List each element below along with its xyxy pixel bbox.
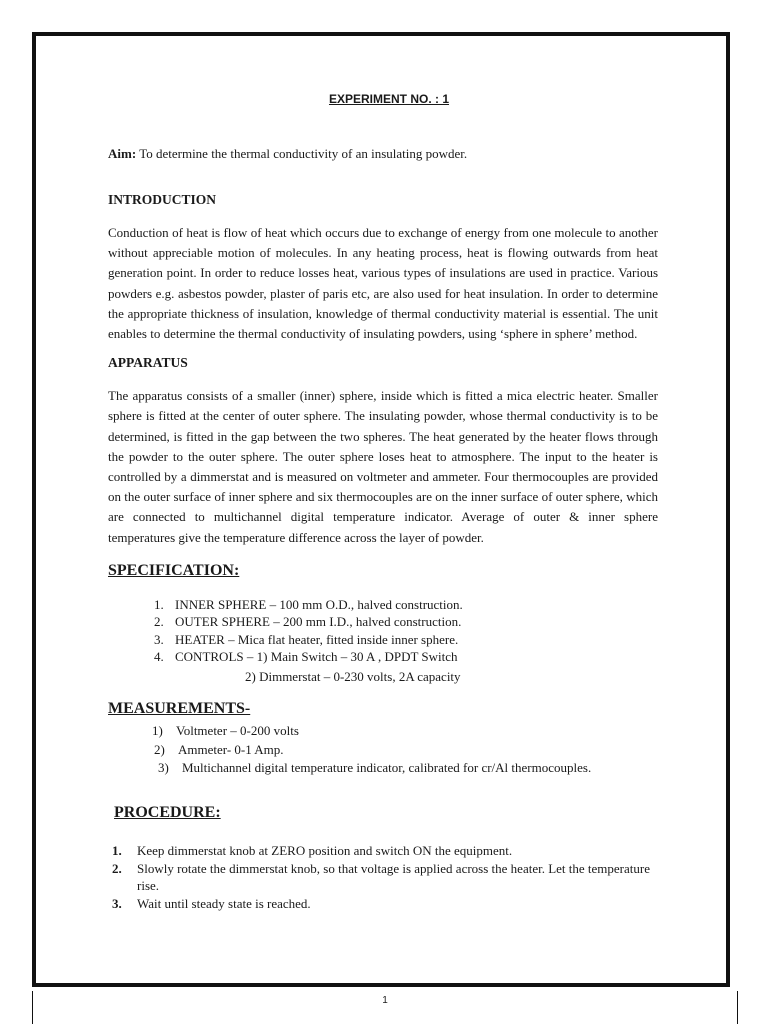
procedure-heading: PROCEDURE: bbox=[114, 803, 221, 821]
measurements-list bbox=[108, 722, 658, 778]
list-item: 2. OUTER SPHERE – 200 mm I.D., halved construction. bbox=[154, 614, 462, 630]
apparatus-text: The apparatus consists of a smaller (inner) sphere, inside which is fitted a mica electric heater. Smaller sphere is fitted at the center of outer sphere. The insulating powder, whose thermal conductivity is to be determined, is fitted in the gap between the two spheres. The heat generated by the heater flows through the powder to the outer sphere. The outer sphere loses heat to atmosphere. The input to the heater is controlled by a dimmerstat and is measured on voltmeter and ammeter. Four thermocouples are provided on the outer surface of inner sphere and six thermocouples are on the inner surface of outer sphere, which are connected to multichannel digital temperature indicator. Average of outer & inner sphere temperatures give the temperature difference across the layer of powder. bbox=[108, 388, 658, 545]
list-item: 3. HEATER – Mica flat heater, fitted inside inner sphere. bbox=[154, 631, 459, 647]
list-item: 1. INNER SPHERE – 100 mm O.D., halved construction. bbox=[154, 596, 463, 612]
page-title: EXPERIMENT NO. : 1 bbox=[328, 92, 450, 106]
procedure-list bbox=[108, 842, 658, 912]
measurements-heading: MEASUREMENTS- bbox=[108, 700, 251, 718]
aim-text: To determine the thermal conductivity of an insulating powder. bbox=[139, 146, 468, 161]
specification-list bbox=[108, 596, 658, 666]
document-body bbox=[108, 92, 658, 912]
list-item: 1. Keep dimmerstat knob at ZERO position and switch ON the equipment. bbox=[112, 842, 513, 858]
list-item: 2. Slowly rotate the dimmerstat knob, so that voltage is applied across the heater. Let the temperature rise. bbox=[112, 860, 650, 894]
list-item: 2) Ammeter- 0-1 Amp. bbox=[154, 741, 284, 757]
introduction-heading: INTRODUCTION bbox=[108, 192, 217, 207]
aim-statement bbox=[108, 146, 658, 162]
apparatus-heading: APPARATUS bbox=[108, 355, 188, 371]
aim-label: Aim: bbox=[108, 146, 137, 161]
list-item: 3. Wait until steady state is reached. bbox=[112, 895, 311, 911]
page-number: 1 bbox=[382, 995, 388, 1006]
list-item: 3) Multichannel digital temperature indicator, calibrated for cr/Al thermocouples. bbox=[158, 760, 592, 776]
list-item: 4. CONTROLS – 1) Main Switch – 30 A , DPDT Switch bbox=[154, 649, 458, 665]
page-footer bbox=[32, 991, 738, 1024]
specification-extra: 2) Dimmerstat – 0-230 volts, 2A capacity bbox=[245, 669, 461, 685]
list-item: 1) Voltmeter – 0-200 volts bbox=[152, 723, 299, 739]
introduction-text: Conduction of heat is flow of heat which occurs due to exchange of energy from one molecule to another without appreciable motion of molecules. In any heating process, heat is flowing outwards from heat generation point. In order to reduce losses heat, various types of insulations are used in practice. Various powders e.g. asbestos powder, plaster of paris etc, are also used for heat insulation. In order to determine the appropriate thickness of insulation, knowledge of thermal conductivity material is essential. The unit enables to determine the thermal conductivity of insulating powders, using ‘sphere in sphere’ method. bbox=[108, 225, 658, 342]
specification-heading: SPECIFICATION: bbox=[108, 561, 240, 579]
